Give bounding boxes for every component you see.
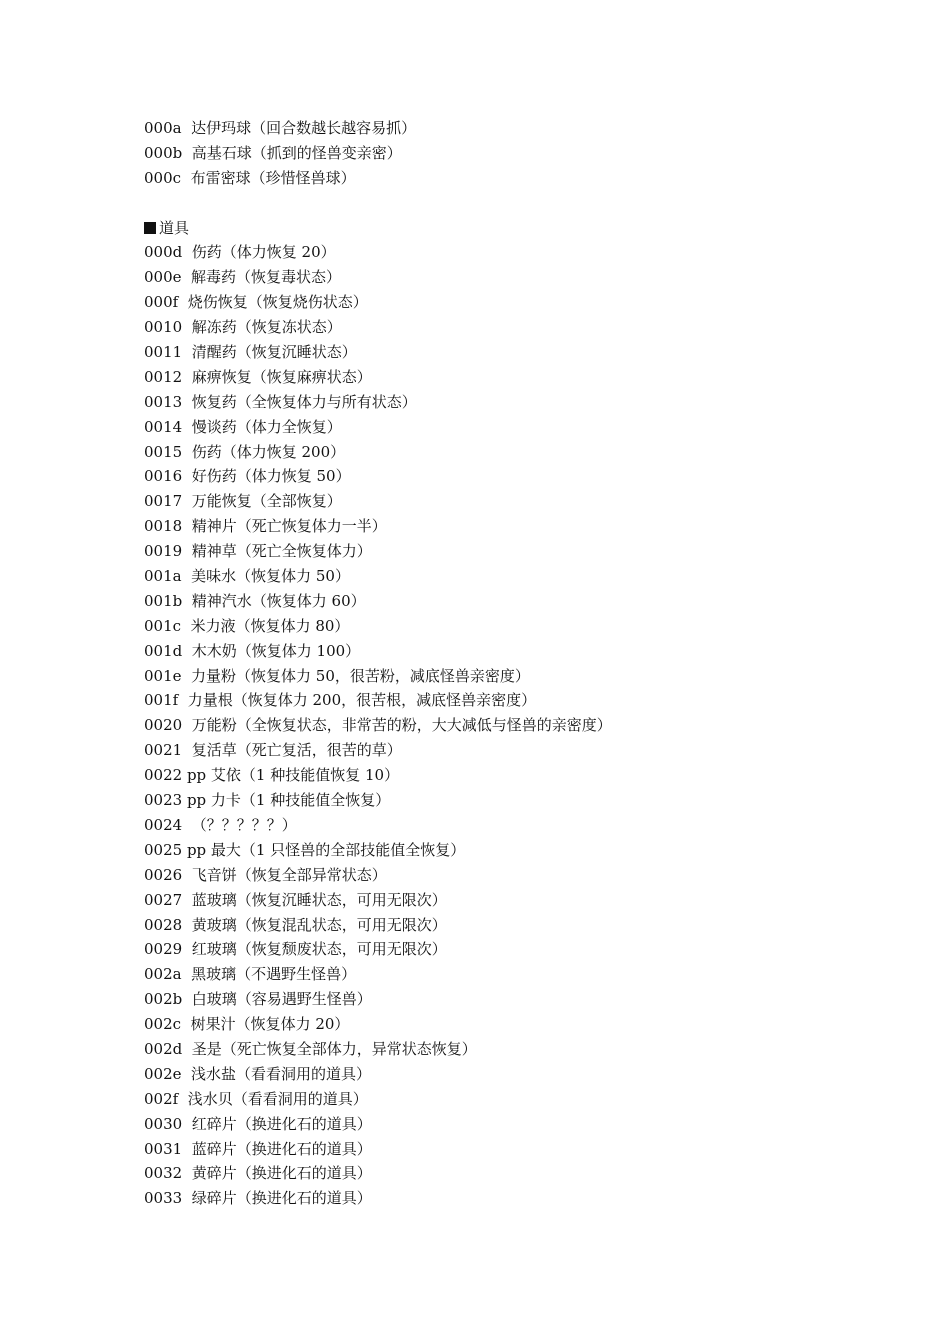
item-line: 0032 黄碎片（换进化石的道具） [144, 1164, 372, 1183]
item-line: 0033 绿碎片（换进化石的道具） [144, 1189, 372, 1208]
ball-line: 000b 高基石球（抓到的怪兽变亲密） [144, 143, 402, 162]
item-line: 0010 解冻药（恢复冻状态） [144, 318, 342, 337]
section-heading [144, 216, 904, 241]
item-line: 0018 精神片（死亡恢复体力一半） [144, 517, 387, 536]
item-line: 002a 黑玻璃（不遇野生怪兽） [144, 965, 357, 984]
item-line: 001c 米力液（恢复体力 80） [144, 616, 350, 635]
item-line: 0011 清醒药（恢复沉睡状态） [144, 343, 357, 362]
item-line: 0017 万能恢复（全部恢复） [144, 492, 342, 511]
item-line: 002b 白玻璃（容易遇野生怪兽） [144, 990, 372, 1009]
item-line: 002d 圣是（死亡恢复全部体力，异常状态恢复） [144, 1039, 477, 1058]
item-line: 0022 pp 艾依（1 种技能值恢复 10） [144, 766, 400, 785]
item-line: 001d 木木奶（恢复体力 100） [144, 641, 361, 660]
item-line: 002e 浅水盐（看看洞用的道具） [144, 1064, 372, 1083]
item-line: 0031 蓝碎片（换进化石的道具） [144, 1139, 372, 1158]
item-line: 0026 飞音饼（恢复全部异常状态） [144, 865, 387, 884]
item-line: 001b 精神汽水（恢复体力 60） [144, 591, 366, 610]
item-line: 000e 解毒药（恢复毒状态） [144, 268, 342, 287]
item-line: 0029 红玻璃（恢复颓废状态，可用无限次） [144, 940, 447, 959]
document-body [144, 116, 904, 1211]
ball-line: 000a 达伊玛球（回合数越长越容易抓） [144, 119, 417, 137]
item-line: 001e 力量粉（恢复体力 50，很苦粉，减底怪兽亲密度） [144, 666, 530, 685]
item-line: 0023 pp 力卡（1 种技能值全恢复） [144, 791, 391, 810]
item-line: 000d 伤药（体力恢复 20） [144, 243, 336, 262]
item-line: 0014 慢谈药（体力全恢复） [144, 417, 342, 436]
ball-line: 000c 布雷密球（珍惜怪兽球） [144, 168, 356, 187]
item-line: 0021 复活草（死亡复活，很苦的草） [144, 741, 402, 760]
section-title-text: 道具 [159, 218, 190, 237]
item-list [144, 240, 904, 1211]
item-line: 0027 蓝玻璃（恢复沉睡状态，可用无限次） [144, 890, 447, 909]
item-line: 0028 黄玻璃（恢复混乱状态，可用无限次） [144, 915, 447, 934]
item-line: 0020 万能粉（全恢复状态，非常苦的粉，大大减低与怪兽的亲密度） [144, 716, 612, 735]
item-line: 0015 伤药（体力恢复 200） [144, 442, 346, 461]
item-line: 000f 烧伤恢复（恢复烧伤状态） [144, 293, 368, 312]
item-line: 001f 力量根（恢复体力 200，很苦根，减底怪兽亲密度） [144, 691, 537, 710]
section-gap [144, 191, 904, 216]
square-bullet-icon [144, 222, 156, 234]
item-line: 0024 （？？？？？） [144, 815, 297, 834]
item-line: 0030 红碎片（换进化石的道具） [144, 1114, 372, 1133]
item-line: 0012 麻痹恢复（恢复麻痹状态） [144, 367, 372, 386]
item-line: 0019 精神草（死亡全恢复体力） [144, 542, 372, 561]
item-line: 0016 好伤药（体力恢复 50） [144, 467, 351, 486]
item-line: 002c 树果汁（恢复体力 20） [144, 1015, 350, 1034]
item-line: 002f 浅水贝（看看洞用的道具） [144, 1089, 368, 1108]
item-line: 0013 恢复药（全恢复体力与所有状态） [144, 392, 417, 411]
item-line: 001a 美味水（恢复体力 50） [144, 567, 350, 586]
item-line: 0025 pp 最大（1 只怪兽的全部技能值全恢复） [144, 840, 466, 859]
ball-list [144, 116, 904, 191]
